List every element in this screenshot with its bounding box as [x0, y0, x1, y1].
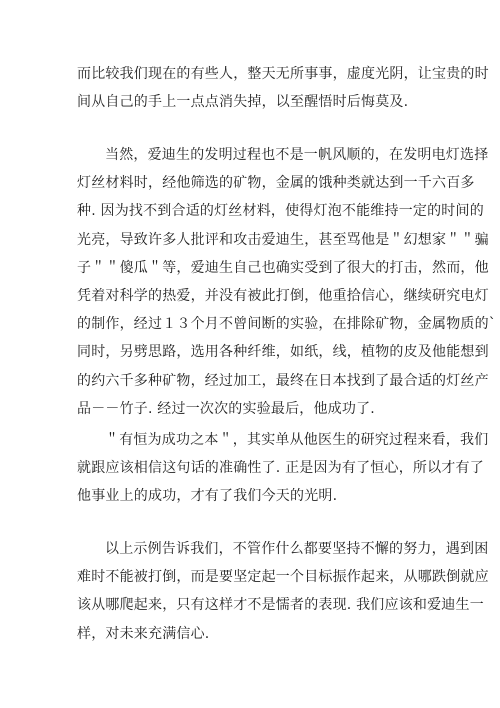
text-line: 同时，另劈思路，选用各种纤维，如纸，线，植物的皮及他能想到: [77, 344, 489, 361]
text-line: 子＂＂傻瓜＂等，爱迪生自己也确实受到了很大的打击，然而，他: [77, 259, 489, 276]
text-line: 而比较我们现在的有些人，整天无所事事，虚度光阴，让宝贵的时: [77, 66, 489, 82]
text-line: 品－－竹子. 经过一次次的实验最后，他成功了.: [77, 400, 375, 417]
text-line: 光亮，导致许多人批评和攻击爱迪生，甚至骂他是＂幻想家＂＂骗: [77, 231, 489, 248]
text-line: 的约六千多种矿物，经过加工，最终在日本找到了最合适的灯丝产: [77, 372, 489, 389]
text-line: 种. 因为找不到合适的灯丝材料，使得灯泡不能维持一定的时间的: [77, 203, 484, 220]
paragraph-4: [77, 535, 489, 648]
text-line: 以上示例告诉我们，不管作什么都要坚持不懈的努力，遇到困: [105, 541, 489, 557]
text-line: 凭着对科学的热爱，并没有被此打倒，他重拾信心，继续研究电灯: [77, 287, 489, 304]
paragraph-2: [77, 141, 496, 423]
text-line: 难时不能被打倒，而是要坚定起一个目标振作起来，从哪跌倒就应: [77, 569, 489, 586]
text-line: 样，对未来充满信心.: [77, 625, 210, 642]
paragraph-1: [77, 60, 489, 116]
paragraph-3: [77, 426, 489, 511]
text-line: 间从自己的手上一点点消失掉，以至醒悟时后悔莫及.: [77, 94, 409, 111]
text-line: 该从哪爬起来，只有这样才不是懦者的表现. 我们应该和爱迪生一: [77, 597, 484, 614]
text-line: 灯丝材料时，经他筛选的矿物，金属的饿种类就达到一千六百多: [77, 175, 475, 192]
text-line: 就跟应该相信这句话的准确性了. 正是因为有了恒心，所以才有了: [77, 460, 484, 477]
text-line: 的制作，经过１３个月不曾间断的实验，在排除矿物，金属物质的`: [77, 316, 496, 333]
text-line: 他事业上的成功，才有了我们今天的光明.: [77, 488, 338, 505]
text-line: ＂有恒为成功之本＂，其实单从他医生的研究过程来看，我们: [105, 432, 489, 448]
text-line: 当然，爱迪生的发明过程也不是一帆风顺的，在发明电灯选择: [105, 147, 489, 163]
